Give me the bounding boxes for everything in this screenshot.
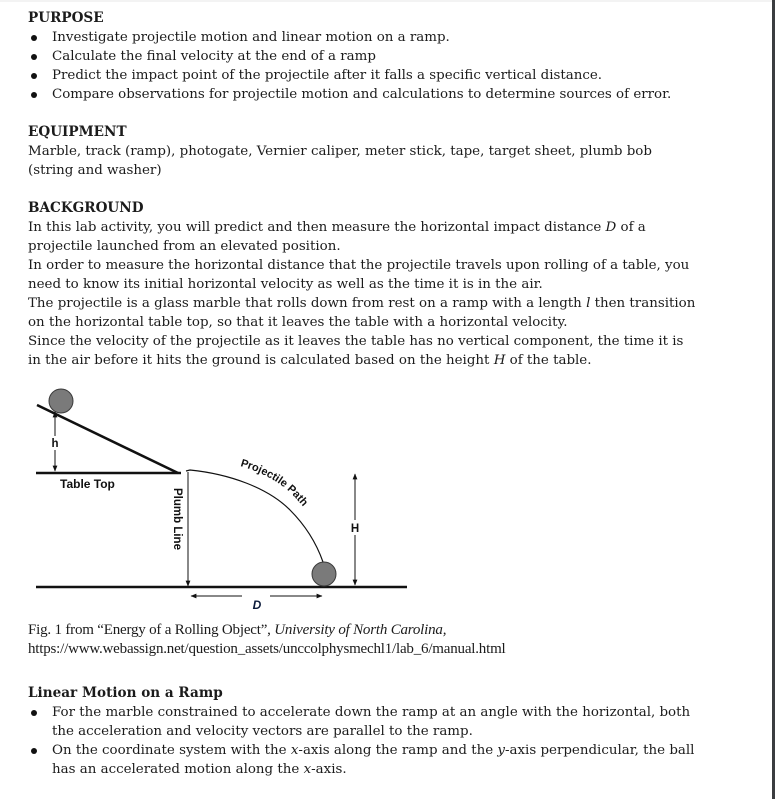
- h-label: h: [51, 438, 59, 450]
- linear-motion-item: For the marble constrained to accelerate down the ramp at an angle with the horizontal, both the acceleration and velocity vectors are parallel to the ramp.: [28, 703, 708, 741]
- purpose-item: Predict the impact point of the projectile after it falls a specific vertical distance.: [28, 66, 728, 85]
- projectile-path: [186, 470, 323, 562]
- purpose-item: Investigate projectile motion and linear motion on a ramp.: [28, 28, 728, 47]
- linear-motion-section: [28, 684, 728, 779]
- linear-motion-heading: Linear Motion on a Ramp: [28, 685, 223, 701]
- background-heading: BACKGROUND: [28, 200, 144, 216]
- linear-motion-item: On the coordinate system with the x-axis along the ramp and the y-axis perpendicular, the ball has an accelerated motion along the x-axis.: [28, 741, 708, 779]
- background-paragraph-2: In order to measure the horizontal distance that the projectile travels upon rolling of a table, you need to know its initial horizontal velocity as well as the time it is in the air.: [28, 258, 690, 292]
- variable-H: H: [493, 353, 506, 368]
- caption-url: https://www.webassign.net/question_assets/unccolphysmechl1/lab_6/manual.html: [28, 641, 506, 657]
- marble-top-icon: [49, 389, 73, 413]
- variable-l: l: [586, 296, 591, 311]
- projectile-path-label: Projectile Path: [239, 457, 311, 509]
- purpose-list: [28, 28, 728, 104]
- projectile-diagram: [0, 376, 460, 616]
- caption-institution: University of North Carolina,: [274, 622, 447, 638]
- variable-D: D: [605, 220, 617, 235]
- equipment-text: Marble, track (ramp), photogate, Vernier caliper, meter stick, tape, target sheet, plumb bob (string and washer): [28, 144, 652, 178]
- caption-line-1: Fig. 1 from “Energy of a Rolling Object”, University of North Carolina,: [28, 622, 447, 638]
- purpose-heading: PURPOSE: [28, 10, 104, 26]
- figure-caption: [28, 621, 748, 659]
- background-paragraph-1: In this lab activity, you will predict and then measure the horizontal impact distance D of a projectile launched from an elevated position.: [28, 220, 646, 254]
- background-paragraph-3: The projectile is a glass marble that rolls down from rest on a ramp with a length l then transition on the horizontal table top, so that it leaves the table with a horizontal velocity.: [28, 296, 696, 330]
- purpose-item: Compare observations for projectile motion and calculations to determine sources of error.: [28, 85, 728, 104]
- D-label: D: [252, 598, 262, 612]
- page-top-edge: [0, 0, 772, 2]
- document-body: [28, 9, 728, 370]
- equipment-heading: EQUIPMENT: [28, 124, 127, 140]
- purpose-item: Calculate the final velocity at the end of a ramp: [28, 47, 728, 66]
- linear-motion-list: [28, 703, 708, 779]
- table-top-label: Table Top: [60, 477, 115, 491]
- background-paragraph-4: Since the velocity of the projectile as it leaves the table has no vertical component, the time it is in the air before it hits the ground is calculated based on the height H of the table.: [28, 334, 684, 368]
- marble-impact-icon: [312, 562, 336, 586]
- H-label: H: [350, 523, 360, 535]
- plumb-line-label: Plumb Line: [171, 488, 183, 550]
